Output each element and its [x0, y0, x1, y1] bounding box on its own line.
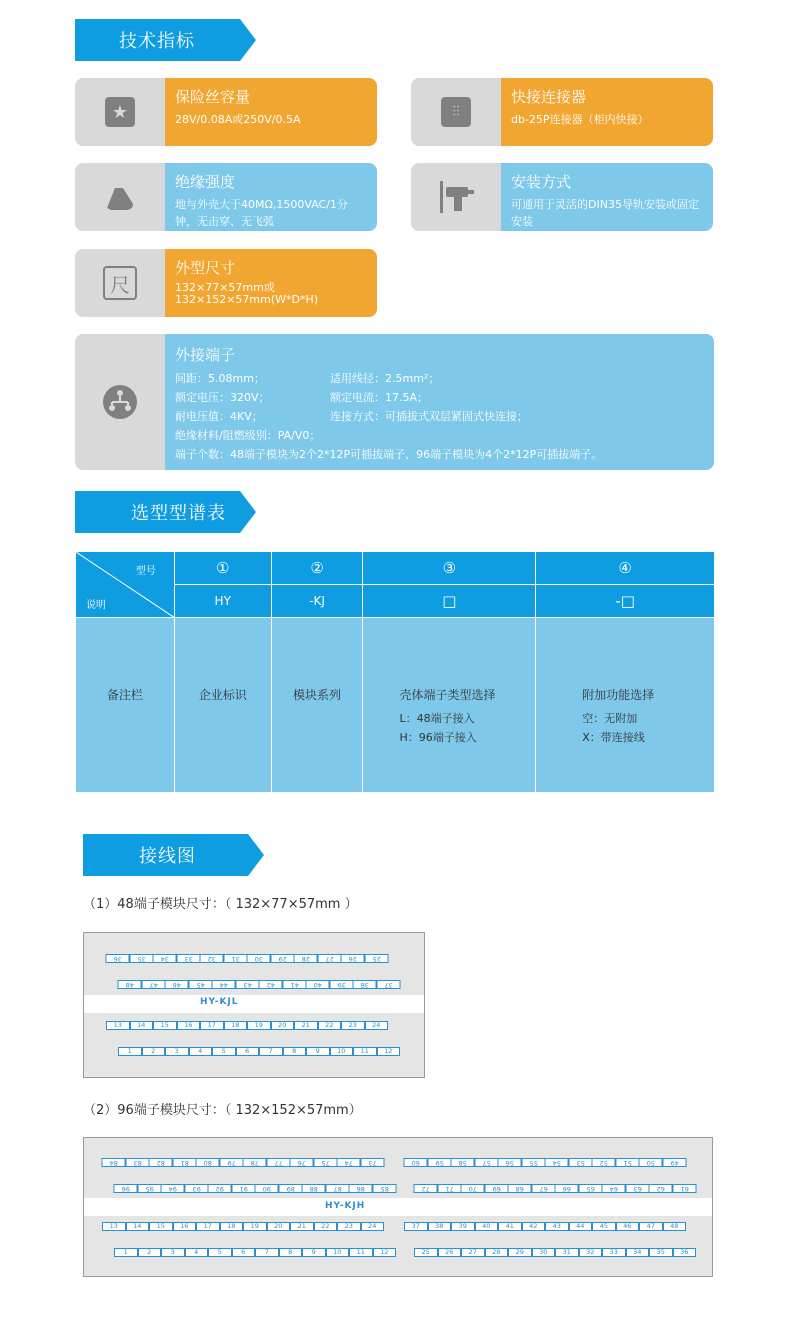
terminal-strip-25-36 — [414, 1248, 696, 1257]
terminal-pin: 80 — [196, 1158, 220, 1167]
terminal-pin: 6 — [236, 1047, 260, 1056]
terminal-pin: 47 — [639, 1222, 663, 1231]
terminal-pin: 12 — [377, 1047, 401, 1056]
terminal-pin: 37 — [404, 1222, 428, 1231]
terminal-pin: 56 — [498, 1158, 522, 1167]
model-label-48: HY-KJL — [200, 997, 239, 1007]
terminal-pin: 66 — [555, 1184, 579, 1193]
spec-title: 快接连接器 — [511, 88, 587, 106]
terminal-pin: 9 — [302, 1248, 326, 1257]
terminal-pin: 81 — [173, 1158, 197, 1167]
spec-title: 外接端子 — [175, 346, 236, 364]
terminal-pin: 34 — [153, 954, 177, 963]
terminal-pin: 17 — [196, 1222, 220, 1231]
terminal-pin: 41 — [498, 1222, 522, 1231]
section-title: 接线图 — [139, 846, 196, 867]
terminal-pin: 65 — [579, 1184, 603, 1193]
terminal-pin: 16 — [173, 1222, 197, 1231]
row-label: 备注栏 — [76, 618, 175, 793]
terminal-pin: 51 — [616, 1158, 640, 1167]
terminal-pin: 2 — [138, 1248, 162, 1257]
terminal-pin: 8 — [283, 1047, 307, 1056]
terminal-pin: 32 — [200, 954, 224, 963]
terminal-strip-84-73 — [102, 1158, 384, 1167]
terminal-pin: 94 — [161, 1184, 185, 1193]
terminal-pin: 18 — [224, 1021, 248, 1030]
col3-title: 壳体端子类型选择 — [399, 688, 496, 702]
terminal-pin: 23 — [337, 1222, 361, 1231]
terminal-pin: 5 — [208, 1248, 232, 1257]
terminal-pin: 73 — [361, 1158, 385, 1167]
spec-desc: 可通用于灵活的DIN35导轨安装或固定安装 — [511, 198, 699, 228]
section-title: 选型型谱表 — [131, 503, 226, 524]
terminal-pin: 28 — [294, 954, 318, 963]
terminal-pin: 70 — [461, 1184, 485, 1193]
terminal-wire: 适用线径：2.5mm²； — [330, 372, 440, 385]
terminal-pin: 92 — [208, 1184, 232, 1193]
terminal-pin: 11 — [349, 1248, 373, 1257]
terminal-pin: 26 — [341, 954, 365, 963]
terminal-pin: 57 — [475, 1158, 499, 1167]
terminal-pin: 42 — [522, 1222, 546, 1231]
terminal-pin: 12 — [373, 1248, 397, 1257]
terminal-pin: 36 — [106, 954, 130, 963]
terminal-pin: 8 — [279, 1248, 303, 1257]
terminal-pin: 1 — [118, 1047, 142, 1056]
section-banner-tech — [75, 19, 240, 61]
terminal-pin: 72 — [414, 1184, 438, 1193]
terminal-pin: 6 — [232, 1248, 256, 1257]
terminal-pin: 15 — [149, 1222, 173, 1231]
terminal-pin: 85 — [373, 1184, 397, 1193]
terminal-strip-13-24 — [106, 1021, 388, 1030]
terminal-diagram-96 — [83, 1137, 713, 1277]
terminal-pin: 29 — [508, 1248, 532, 1257]
terminal-pin: 10 — [330, 1047, 354, 1056]
ruler-char-icon: 尺 — [103, 266, 137, 300]
terminal-pin: 27 — [318, 954, 342, 963]
terminal-pin: 31 — [224, 954, 248, 963]
sliders-icon: ⫶⫶ — [441, 97, 471, 127]
terminal-pin: 84 — [102, 1158, 126, 1167]
spec-title: 保险丝容量 — [175, 88, 251, 106]
spec-card-size — [75, 249, 377, 317]
spec-desc: db-25P连接器（柜内快接） — [511, 113, 649, 126]
terminal-pin: 82 — [149, 1158, 173, 1167]
corner-bottom: 说明 — [86, 600, 106, 611]
terminal-pin: 58 — [451, 1158, 475, 1167]
terminal-strip-60-49 — [404, 1158, 686, 1167]
terminal-withstand: 耐电压值：4KV； — [175, 410, 263, 423]
terminal-pin: 36 — [673, 1248, 697, 1257]
terminal-pin: 11 — [353, 1047, 377, 1056]
terminal-pin: 41 — [283, 980, 307, 989]
terminal-pin: 20 — [267, 1222, 291, 1231]
terminal-pin: 48 — [663, 1222, 687, 1231]
terminal-pin: 27 — [461, 1248, 485, 1257]
terminal-pin: 91 — [232, 1184, 256, 1193]
col-num-2: ② — [271, 552, 363, 585]
terminal-icon — [100, 382, 140, 422]
terminal-pin: 68 — [508, 1184, 532, 1193]
terminal-pin: 89 — [279, 1184, 303, 1193]
terminal-pin: 44 — [212, 980, 236, 989]
terminal-strip-48-37 — [118, 980, 400, 989]
terminal-strip-36-25 — [106, 954, 388, 963]
terminal-pin: 63 — [626, 1184, 650, 1193]
spec-title: 外型尺寸 — [175, 259, 236, 277]
terminal-pin: 47 — [142, 980, 166, 989]
terminal-diagram-48 — [83, 932, 425, 1078]
terminal-pin: 42 — [259, 980, 283, 989]
terminal-pin: 9 — [306, 1047, 330, 1056]
terminal-strip-37-48 — [404, 1222, 686, 1231]
terminal-pin: 3 — [161, 1248, 185, 1257]
cell-col4 — [536, 618, 715, 793]
spec-desc: 28V/0.08A或250V/0.5A — [175, 113, 301, 126]
terminal-pin: 21 — [294, 1021, 318, 1030]
terminal-connect: 连接方式：可插拔式双层紧固式快连接； — [330, 410, 528, 423]
terminal-strip-1-12 — [118, 1047, 400, 1056]
terminal-pin: 13 — [102, 1222, 126, 1231]
col-code-4: -□ — [536, 585, 715, 618]
terminal-pin: 50 — [639, 1158, 663, 1167]
spec-desc: 地与外壳大于40MΩ,1500VAC/1分钟，无击穿、无飞弧 — [175, 198, 348, 228]
terminal-pin: 20 — [271, 1021, 295, 1030]
terminal-pin: 5 — [212, 1047, 236, 1056]
terminal-strip-72-61 — [414, 1184, 696, 1193]
col4-line1: 空：无附加 — [582, 712, 638, 725]
terminal-pitch: 间距：5.08mm； — [175, 372, 265, 385]
col4-title: 附加功能选择 — [582, 688, 655, 702]
terminal-pin: 43 — [545, 1222, 569, 1231]
terminal-pin: 93 — [185, 1184, 209, 1193]
terminal-pin: 35 — [130, 954, 154, 963]
terminal-pin: 35 — [649, 1248, 673, 1257]
col-num-1: ① — [174, 552, 271, 585]
terminal-pin: 19 — [243, 1222, 267, 1231]
terminal-pin: 22 — [314, 1222, 338, 1231]
terminal-pin: 4 — [189, 1047, 213, 1056]
terminal-pin: 29 — [271, 954, 295, 963]
terminal-pin: 15 — [153, 1021, 177, 1030]
terminal-pin: 45 — [592, 1222, 616, 1231]
terminal-pin: 37 — [377, 980, 401, 989]
terminal-pin: 75 — [314, 1158, 338, 1167]
terminal-pin: 83 — [126, 1158, 150, 1167]
terminal-pin: 31 — [555, 1248, 579, 1257]
col-code-3: □ — [363, 585, 536, 618]
terminal-pin: 74 — [337, 1158, 361, 1167]
spec-card-fuse — [75, 78, 377, 146]
terminal-strip-1-12 — [114, 1248, 396, 1257]
terminal-pin: 43 — [236, 980, 260, 989]
terminal-pin: 17 — [200, 1021, 224, 1030]
terminal-pin: 30 — [532, 1248, 556, 1257]
dim-96: （2）96端子模块尺寸：（ 132×152×57mm） — [83, 1103, 362, 1118]
spec-desc-line2: 132×152×57mm(W*D*H) — [175, 293, 319, 306]
terminal-pin: 25 — [414, 1248, 438, 1257]
spec-desc-line1: 132×77×57mm或 — [175, 281, 275, 294]
terminal-pin: 3 — [165, 1047, 189, 1056]
cell-col3 — [363, 618, 536, 793]
terminal-pin: 10 — [326, 1248, 350, 1257]
terminal-pin: 40 — [306, 980, 330, 989]
terminal-strip-13-24 — [102, 1222, 384, 1231]
table-corner — [76, 552, 175, 618]
terminal-pin: 18 — [220, 1222, 244, 1231]
terminal-pin: 25 — [365, 954, 389, 963]
terminal-pin: 1 — [114, 1248, 138, 1257]
drill-icon — [436, 177, 476, 217]
terminal-pin: 30 — [247, 954, 271, 963]
terminal-pin: 28 — [485, 1248, 509, 1257]
col-code-2: -KJ — [271, 585, 363, 618]
terminal-pin: 60 — [404, 1158, 428, 1167]
terminal-pin: 77 — [267, 1158, 291, 1167]
terminal-pin: 59 — [428, 1158, 452, 1167]
terminal-pin: 13 — [106, 1021, 130, 1030]
dim-48: （1）48端子模块尺寸：（ 132×77×57mm ） — [83, 897, 358, 912]
terminal-pin: 21 — [290, 1222, 314, 1231]
selection-table — [75, 551, 715, 793]
col4-line2: X：带连接线 — [582, 731, 645, 744]
terminal-voltage: 额定电压：320V； — [175, 391, 270, 404]
terminal-pin: 33 — [177, 954, 201, 963]
col-code-1: HY — [174, 585, 271, 618]
terminal-pin: 23 — [341, 1021, 365, 1030]
terminal-pin: 76 — [290, 1158, 314, 1167]
terminal-pin: 22 — [318, 1021, 342, 1030]
terminal-pin: 24 — [365, 1021, 389, 1030]
corner-top: 型号 — [135, 566, 156, 577]
col3-line1: L：48端子接入 — [399, 712, 475, 725]
terminal-pin: 45 — [189, 980, 213, 989]
col3-line2: H：96端子接入 — [399, 731, 477, 744]
terminal-pin: 14 — [130, 1021, 154, 1030]
section-banner-select — [75, 491, 240, 533]
terminal-pin: 32 — [579, 1248, 603, 1257]
terminal-pin: 86 — [349, 1184, 373, 1193]
terminal-pin: 69 — [485, 1184, 509, 1193]
terminal-pin: 53 — [569, 1158, 593, 1167]
terminal-pin: 26 — [438, 1248, 462, 1257]
col-num-3: ③ — [363, 552, 536, 585]
terminal-pin: 16 — [177, 1021, 201, 1030]
terminal-pin: 2 — [142, 1047, 166, 1056]
spec-card-insulation — [75, 163, 377, 231]
model-label-96: HY-KJH — [325, 1201, 366, 1211]
col-num-4: ④ — [536, 552, 715, 585]
spec-card-terminal — [75, 334, 714, 470]
terminal-pin: 48 — [118, 980, 142, 989]
terminal-count: 端子个数：48端子模块为2个2*12P可插拔端子、96端子模块为4个2*12P可插拔端子。 — [175, 448, 603, 461]
terminal-pin: 38 — [353, 980, 377, 989]
terminal-pin: 88 — [302, 1184, 326, 1193]
terminal-pin: 64 — [602, 1184, 626, 1193]
terminal-pin: 96 — [114, 1184, 138, 1193]
terminal-pin: 62 — [649, 1184, 673, 1193]
terminal-pin: 54 — [545, 1158, 569, 1167]
terminal-pin: 38 — [428, 1222, 452, 1231]
terminal-pin: 44 — [569, 1222, 593, 1231]
terminal-pin: 19 — [247, 1021, 271, 1030]
spec-title: 绝缘强度 — [175, 173, 236, 191]
terminal-pin: 78 — [243, 1158, 267, 1167]
spec-card-connector — [411, 78, 713, 146]
terminal-pin: 39 — [330, 980, 354, 989]
terminal-pin: 71 — [438, 1184, 462, 1193]
cell-col1: 企业标识 — [174, 618, 271, 793]
cell-col2: 模块系列 — [271, 618, 363, 793]
terminal-pin: 67 — [532, 1184, 556, 1193]
terminal-pin: 39 — [451, 1222, 475, 1231]
terminal-pin: 46 — [165, 980, 189, 989]
terminal-current: 额定电流：17.5A； — [330, 391, 429, 404]
section-title: 技术指标 — [119, 31, 195, 52]
insulation-icon — [103, 182, 137, 212]
section-banner-wiring — [83, 834, 248, 876]
terminal-pin: 90 — [255, 1184, 279, 1193]
terminal-pin: 49 — [663, 1158, 687, 1167]
terminal-pin: 40 — [475, 1222, 499, 1231]
terminal-pin: 79 — [220, 1158, 244, 1167]
terminal-pin: 14 — [126, 1222, 150, 1231]
terminal-pin: 95 — [138, 1184, 162, 1193]
terminal-pin: 4 — [185, 1248, 209, 1257]
spec-card-install — [411, 163, 713, 231]
terminal-strip-96-85 — [114, 1184, 396, 1193]
terminal-pin: 55 — [522, 1158, 546, 1167]
terminal-pin: 61 — [673, 1184, 697, 1193]
terminal-material: 绝缘材料/阻燃级别：PA/V0； — [175, 429, 321, 442]
terminal-pin: 33 — [602, 1248, 626, 1257]
terminal-pin: 34 — [626, 1248, 650, 1257]
terminal-pin: 7 — [259, 1047, 283, 1056]
terminal-pin: 7 — [255, 1248, 279, 1257]
terminal-pin: 24 — [361, 1222, 385, 1231]
spec-title: 安装方式 — [511, 173, 572, 191]
terminal-pin: 52 — [592, 1158, 616, 1167]
terminal-pin: 87 — [326, 1184, 350, 1193]
terminal-pin: 46 — [616, 1222, 640, 1231]
star-bookmark-icon: ★ — [105, 97, 135, 127]
